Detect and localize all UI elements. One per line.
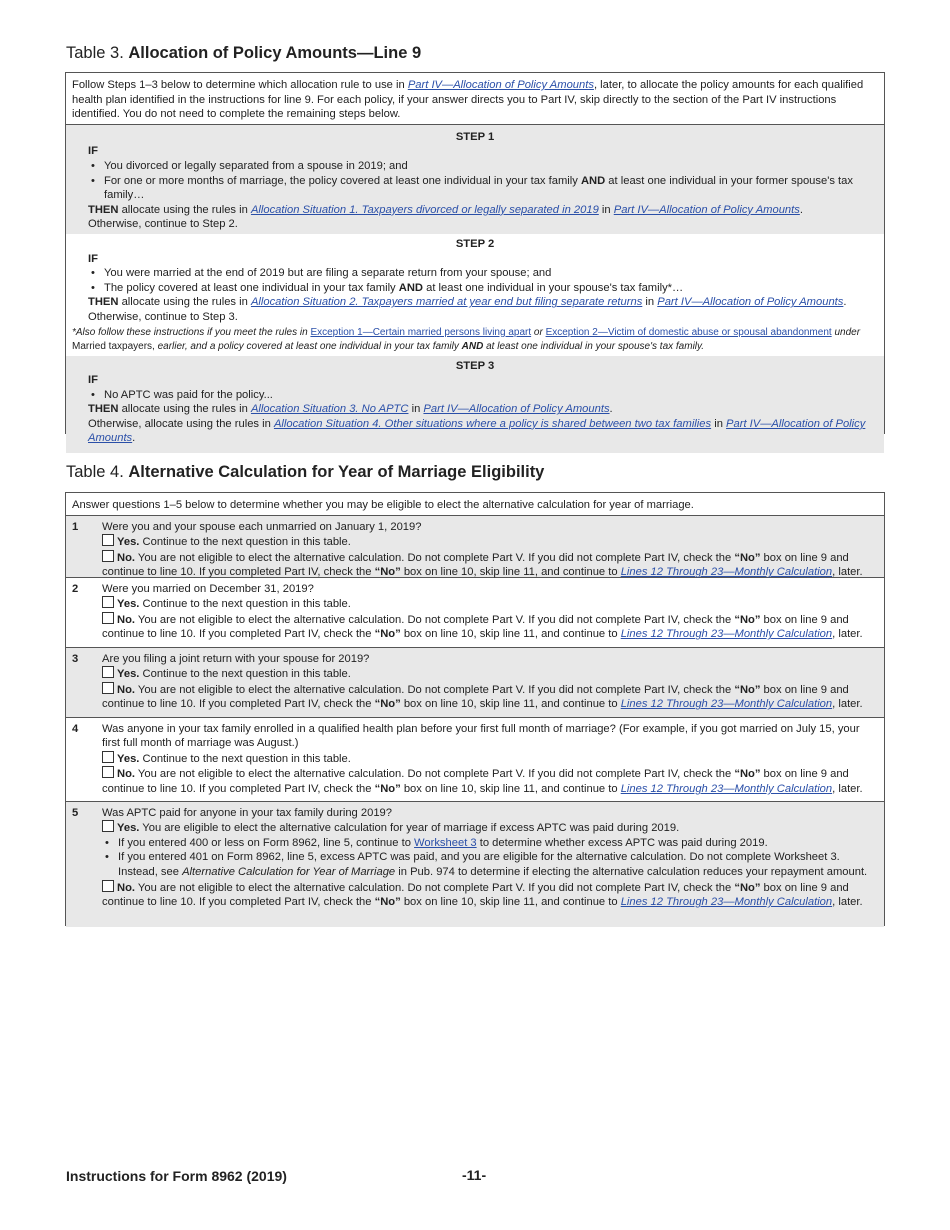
question-row-2: 2 Were you married on December 31, 2019? Yes. Continue to the next question in this table. No. You are not eligible to elect the alternative calculation. Do not complete Part V. If you did not complete Part IV, check the “No” box on line 9 and continue to line 10. If you completed Part IV, check the “No” box on line 10, skip line 11, and continue to Lines 12 Through 23—Monthly Calculation, later. xyxy=(66,577,884,647)
part4-link[interactable]: Part IV—Allocation of Policy Amounts xyxy=(657,296,844,309)
no-checkbox[interactable] xyxy=(102,682,114,694)
question-row-3: 3 Are you filing a joint return with your spouse for 2019? Yes. Continue to the next question in this table. No. You are not eligible to elect the alternative calculation. Do not complete Part V. If you did not complete Part IV, check the “No” box on line 9 and continue to line 10. If you completed Part IV, check the “No” box on line 10, skip line 11, and continue to Lines 12 Through 23—Monthly Calculation, later. xyxy=(66,647,884,717)
yes-checkbox[interactable] xyxy=(102,751,114,763)
allocation-situation-2-link[interactable]: Allocation Situation 2. Taxpayers married at year end but filing separate returns xyxy=(250,296,643,309)
table3-title: Table 3. Allocation of Policy Amounts—Line 9 xyxy=(66,44,422,62)
part4-link[interactable]: Part IV—Allocation of Policy Amounts xyxy=(613,203,800,216)
allocation-situation-4-link[interactable]: Allocation Situation 4. Other situations where a policy is shared between two tax families xyxy=(273,417,712,430)
step1-otherwise: Otherwise, continue to Step 2. xyxy=(88,218,238,231)
question-text: Were you married on December 31, 2019? xyxy=(102,582,314,595)
step3-then: THEN allocate using the rules in Allocation Situation 3. No APTC in Part IV—Allocation of Policy Amounts. xyxy=(88,403,613,416)
page-number: -11- xyxy=(462,1167,487,1183)
lines-12-23-link[interactable]: Lines 12 Through 23—Monthly Calculation xyxy=(620,698,833,711)
step2-bullet1: • You were married at the end of 2019 but are filing a separate return from your spouse; and xyxy=(88,266,878,281)
lines-12-23-link[interactable]: Lines 12 Through 23—Monthly Calculation xyxy=(620,566,833,579)
step3-section xyxy=(66,356,884,454)
lines-12-23-link[interactable]: Lines 12 Through 23—Monthly Calculation xyxy=(620,896,833,909)
step3-otherwise: Otherwise, allocate using the rules in Allocation Situation 4. Other situations where a policy is shared between two tax families in Part IV—Allocation of Policy Amounts. xyxy=(88,417,866,445)
step3-heading: STEP 3 xyxy=(455,359,495,372)
lines-12-23-link[interactable]: Lines 12 Through 23—Monthly Calculation xyxy=(620,628,833,641)
no-checkbox[interactable] xyxy=(102,766,114,778)
yes-checkbox[interactable] xyxy=(102,666,114,678)
table3-intro: Follow Steps 1–3 below to determine which allocation rule to use in Part IV—Allocation of Policy Amounts, later, to allocate the policy amounts for each qualified health plan identified in the instructions for line 9. For each policy, if your answer directs you to Part IV, skip directly to the section of the Part IV instructions identified. You do not need to complete the remaining steps below. xyxy=(66,73,884,124)
step2-bullet2: • The policy covered at least one individual in your tax family AND at least one individual in your spouse's tax family*… xyxy=(88,281,878,296)
question-row-5: 5 Was APTC paid for anyone in your tax family during 2019? Yes. You are eligible to elect the alternative calculation for year of marriage if excess APTC was paid during 2019. • If you entered 400 or less on Form 8962, line 5, continue to Worksheet 3 to determine whether excess APTC was paid during 2019. • If you entered 401 on Form 8962, line 5, excess APTC was paid, and you are eligible for the alternative calculation. Do not complete Worksheet 3. Instead, see Alternative Calculation for Year of Marriage in Pub. 974 to determine if electing the alternative calculation reduces your repayment amount. No. You are not eligible to elect the alternative calculation. Do not complete Part V. If you did not complete Part IV, check the “No” box on line 9 and continue to line 10. If you completed Part IV, check the “No” box on line 10, skip line 11, and continue to Lines 12 Through 23—Monthly Calculation, later. xyxy=(66,801,884,927)
question-row-1: 1 Were you and your spouse each unmarried on January 1, 2019? Yes. Continue to the next question in this table. No. You are not eligible to elect the alternative calculation. Do not complete Part V. If you did not complete Part IV, check the “No” box on line 9 and continue to line 10. If you completed Part IV, check the “No” box on line 10, skip line 11, and continue to Lines 12 Through 23—Monthly Calculation, later. xyxy=(66,515,884,577)
step1-then: THEN allocate using the rules in Allocation Situation 1. Taxpayers divorced or legally separated in 2019 in Part IV—Allocation of Policy Amounts. xyxy=(88,203,803,216)
step2-footnote: *Also follow these instructions if you meet the rules in Exception 1—Certain married persons living apart or Exception 2—Victim of domestic abuse or spousal abandonment under Married taxpayers, earlier, and a policy covered at least one individual in your tax family AND at least one individual in your spouse's tax family. xyxy=(72,326,861,352)
step2-then: THEN allocate using the rules in Allocation Situation 2. Taxpayers married at year end but filing separate returns in Part IV—Allocation of Policy Amounts. xyxy=(88,296,847,309)
yes-checkbox[interactable] xyxy=(102,596,114,608)
yes-checkbox[interactable] xyxy=(102,820,114,832)
step3-bullet1: • No APTC was paid for the policy... xyxy=(88,388,878,403)
question-text: Was APTC paid for anyone in your tax family during 2019? xyxy=(102,806,392,819)
q5-bullet1: • If you entered 400 or less on Form 8962, line 5, continue to Worksheet 3 to determine whether excess APTC was paid during 2019. xyxy=(102,836,878,851)
step2-section xyxy=(66,234,884,356)
table4-title: Table 4. Alternative Calculation for Year of Marriage Eligibility xyxy=(66,463,545,481)
allocation-situation-1-link[interactable]: Allocation Situation 1. Taxpayers divorced or legally separated in 2019 xyxy=(250,203,599,216)
step2-heading: STEP 2 xyxy=(455,237,495,250)
step1-heading: STEP 1 xyxy=(455,130,495,143)
part4-link[interactable]: Part IV—Allocation of Policy Amounts xyxy=(407,79,594,91)
question-row-4: 4 Was anyone in your tax family enrolled in a qualified health plan before your first full month of marriage? (For example, if you got married on July 15, your first full month of marriage was August.) Yes. Continue to the next question in this table. No. You are not eligible to elect the alternative calculation. Do not complete Part V. If you did not complete Part IV, check the “No” box on line 9 and continue to line 10. If you completed Part IV, check the “No” box on line 10, skip line 11, and continue to Lines 12 Through 23—Monthly Calculation, later. xyxy=(66,717,884,801)
step2-if: IF xyxy=(88,252,98,265)
allocation-situation-3-link[interactable]: Allocation Situation 3. No APTC xyxy=(250,403,409,416)
no-checkbox[interactable] xyxy=(102,550,114,562)
part4-link[interactable]: Part IV—Allocation of Policy Amounts xyxy=(423,403,610,416)
exception1-link[interactable]: Exception 1—Certain married persons living apart xyxy=(310,326,532,338)
exception2-link[interactable]: Exception 2—Victim of domestic abuse or spousal abandonment xyxy=(545,326,832,338)
step3-if: IF xyxy=(88,374,98,387)
worksheet3-link[interactable]: Worksheet 3 xyxy=(414,836,477,849)
step1-if: IF xyxy=(88,145,98,158)
part4-link[interactable]: Part IV—Allocation of Policy Amounts xyxy=(88,417,866,445)
table4-box xyxy=(65,492,885,926)
no-checkbox[interactable] xyxy=(102,880,114,892)
no-checkbox[interactable] xyxy=(102,612,114,624)
table4-intro: Answer questions 1–5 below to determine whether you may be eligible to elect the alternative calculation for year of marriage. xyxy=(66,493,884,515)
question-text: Were you and your spouse each unmarried on January 1, 2019? xyxy=(102,520,422,533)
yes-checkbox[interactable] xyxy=(102,534,114,546)
q5-bullet2: • If you entered 401 on Form 8962, line 5, excess APTC was paid, and you are eligible for the alternative calculation. Do not complete Worksheet 3. Instead, see Alternative Calculation for Year of Marriage in Pub. 974 to determine if electing the alternative calculation reduces your repayment amount. xyxy=(102,850,878,879)
table3-box xyxy=(65,72,885,445)
footer-form-title: Instructions for Form 8962 (2019) xyxy=(66,1168,287,1184)
step1-section xyxy=(66,124,884,234)
question-text: Was anyone in your tax family enrolled in a qualified health plan before your first full month of marriage? (For example, if you got married on July 15, your first full month of marriage was August.) xyxy=(102,722,860,750)
step2-otherwise: Otherwise, continue to Step 3. xyxy=(88,310,238,323)
step1-bullet2: • For one or more months of marriage, the policy covered at least one individual in your tax family AND at least one individual in your former spouse's tax family… xyxy=(88,174,878,203)
step1-bullet1: • You divorced or legally separated from a spouse in 2019; and xyxy=(88,159,878,174)
lines-12-23-link[interactable]: Lines 12 Through 23—Monthly Calculation xyxy=(620,782,833,795)
question-text: Are you filing a joint return with your spouse for 2019? xyxy=(102,652,370,665)
